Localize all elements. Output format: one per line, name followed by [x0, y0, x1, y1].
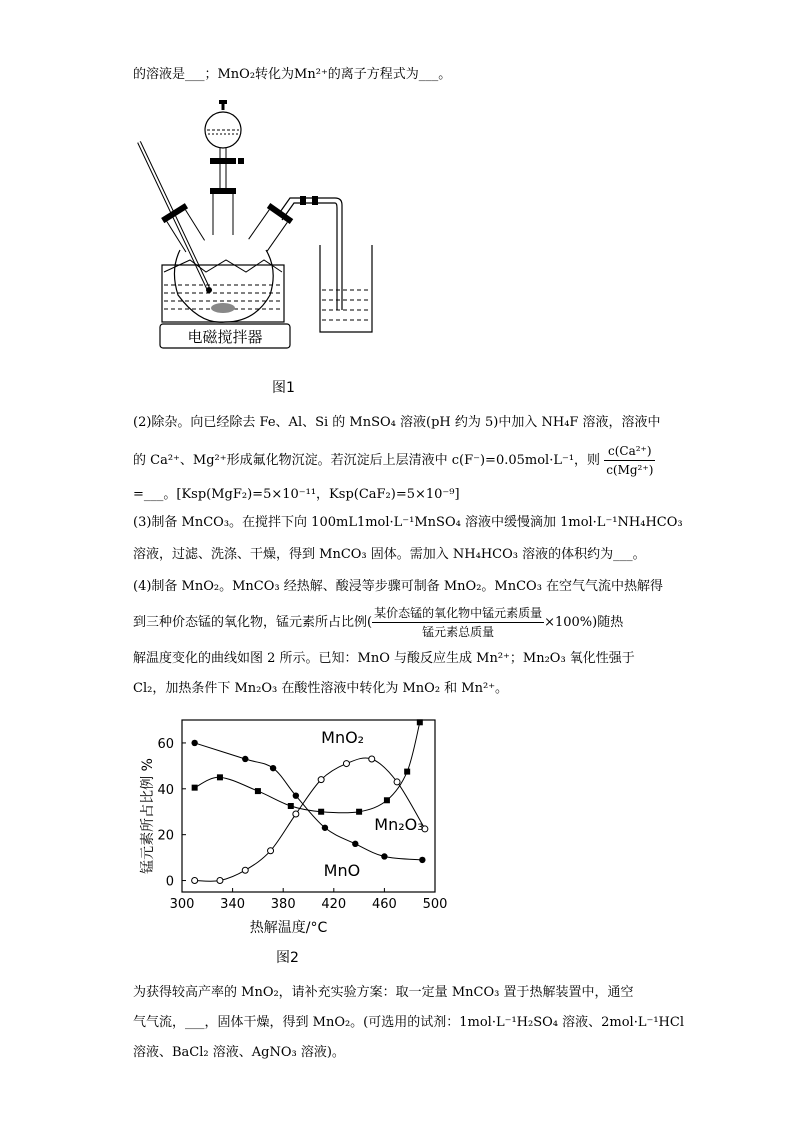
part-4-line-d: Cl₂，加热条件下 Mn₂O₃ 在酸性溶液中转化为 MnO₂ 和 Mn²⁺。: [133, 681, 509, 696]
part-2-line-b-text: 的 Ca²⁺、Mg²⁺形成氟化物沉淀。若沉淀后上层清液中 c(F⁻)=0.05mol·L⁻¹，则: [133, 453, 601, 468]
point-s1-4: [318, 809, 324, 815]
mn-fraction-numerator: 某价态锰的氧化物中锰元素质量: [372, 604, 544, 623]
point-s1-6: [384, 797, 390, 803]
y-axis-label: 锰元素所占比例 %: [140, 758, 156, 874]
point-s2-7: [369, 756, 375, 762]
fraction-numerator: c(Ca²⁺): [604, 442, 655, 461]
part-4-line-b: [133, 604, 623, 641]
point-s2-4: [293, 811, 299, 817]
stirrer-label: 电磁搅拌器: [187, 328, 263, 346]
part-5-line-a: 为获得较高产率的 MnO₂，请补充实验方案：取一定量 MnCO₃ 置于热解装置中，通空: [133, 985, 634, 1000]
x-tick-label-2: 380: [270, 897, 296, 912]
mn-fraction-denominator: 锰元素总质量: [422, 625, 495, 639]
y-tick-label-0: 0: [165, 874, 174, 890]
part-4-line-b-pre: 到三种价态锰的氧化物，锰元素所占比例(: [133, 615, 373, 630]
part-5-line-c: 溶液、BaCl₂ 溶液、AgNO₃ 溶液)。: [133, 1045, 345, 1060]
part-5-line-b: 气气流，___，固体干燥，得到 MnO₂。(可选用的试剂：1mol·L⁻¹H₂SO₄ 溶液、2mol·L⁻¹HCl: [133, 1015, 684, 1030]
plot-frame: [182, 720, 435, 892]
ca-mg-ratio-fraction: [604, 442, 655, 479]
part-4-line-a: (4)制备 MnO₂。MnCO₃ 经热解、酸浸等步骤可制备 MnO₂。MnCO₃ 在空气气流中热解得: [133, 579, 664, 594]
figure-1-apparatus: [130, 100, 390, 350]
part-2-line-a: (2)除杂。向已经除去 Fe、Al、Si 的 MnSO₄ 溶液(pH 约为 5)中加入 NH₄F 溶液，溶液中: [133, 415, 661, 430]
x-tick-label-0: 300: [169, 897, 195, 912]
part-2-line-c: =___。[Ksp(MgF₂)=5×10⁻¹¹，Ksp(CaF₂)=5×10⁻⁹]: [133, 487, 460, 502]
y-tick-label-2: 40: [157, 782, 174, 798]
x-axis-label: 热解温度/°C: [249, 920, 328, 936]
x-tick-label-5: 500: [422, 897, 448, 912]
point-s0-5: [352, 841, 358, 847]
point-s2-3: [268, 848, 274, 854]
figure-2-caption: 图2: [276, 950, 299, 966]
point-s2-2: [242, 867, 248, 873]
point-s0-1: [242, 756, 248, 762]
part-3-line-b: 溶液，过滤、洗涤、干燥，得到 MnCO₃ 固体。需加入 NH₄HCO₃ 溶液的体积约为___。: [133, 547, 646, 562]
series-label-1: Mn₂O₃: [374, 815, 424, 835]
point-s0-0: [191, 740, 197, 746]
point-s1-2: [255, 788, 261, 794]
point-s0-4: [322, 825, 328, 831]
part-4-line-c: 解温度变化的曲线如图 2 所示。已知：MnO 与酸反应生成 Mn²⁺；Mn₂O₃ 氧化性强于: [133, 651, 635, 666]
fraction-denominator: c(Mg²⁺): [606, 463, 654, 477]
part-4-line-b-post: ×100%)随热: [544, 615, 624, 630]
series-label-2: MnO: [323, 860, 361, 880]
point-s2-8: [394, 779, 400, 785]
figure-2-chart: [130, 712, 460, 942]
point-s0-6: [381, 853, 387, 859]
point-s0-3: [293, 792, 299, 798]
point-s1-1: [217, 774, 223, 780]
mn-fraction: [372, 604, 544, 641]
series-label-0: MnO₂: [321, 727, 365, 747]
point-s1-3: [288, 803, 294, 809]
x-tick-label-4: 460: [371, 897, 397, 912]
point-s0-2: [270, 765, 276, 771]
x-tick-label-1: 340: [220, 897, 246, 912]
point-s2-5: [318, 777, 324, 783]
point-s1-8: [417, 719, 423, 725]
x-tick-label-3: 420: [321, 897, 347, 912]
y-tick-label-1: 20: [157, 828, 174, 844]
y-tick-label-3: 60: [157, 736, 174, 752]
point-s0-7: [419, 857, 425, 863]
part-2-line-b: [133, 442, 655, 479]
point-s1-0: [192, 785, 198, 791]
point-s1-7: [404, 769, 410, 775]
question-line-1: 的溶液是___；MnO₂转化为Mn²⁺的离子方程式为___。: [133, 67, 452, 82]
point-s1-5: [356, 809, 362, 815]
point-s2-0: [192, 878, 198, 884]
point-s2-6: [343, 761, 349, 767]
figure-1-caption: 图1: [272, 380, 295, 396]
point-s2-1: [217, 878, 223, 884]
part-3-line-a: (3)制备 MnCO₃。在搅拌下向 100mL1mol·L⁻¹MnSO₄ 溶液中缓慢滴加 1mol·L⁻¹NH₄HCO₃: [133, 515, 683, 530]
